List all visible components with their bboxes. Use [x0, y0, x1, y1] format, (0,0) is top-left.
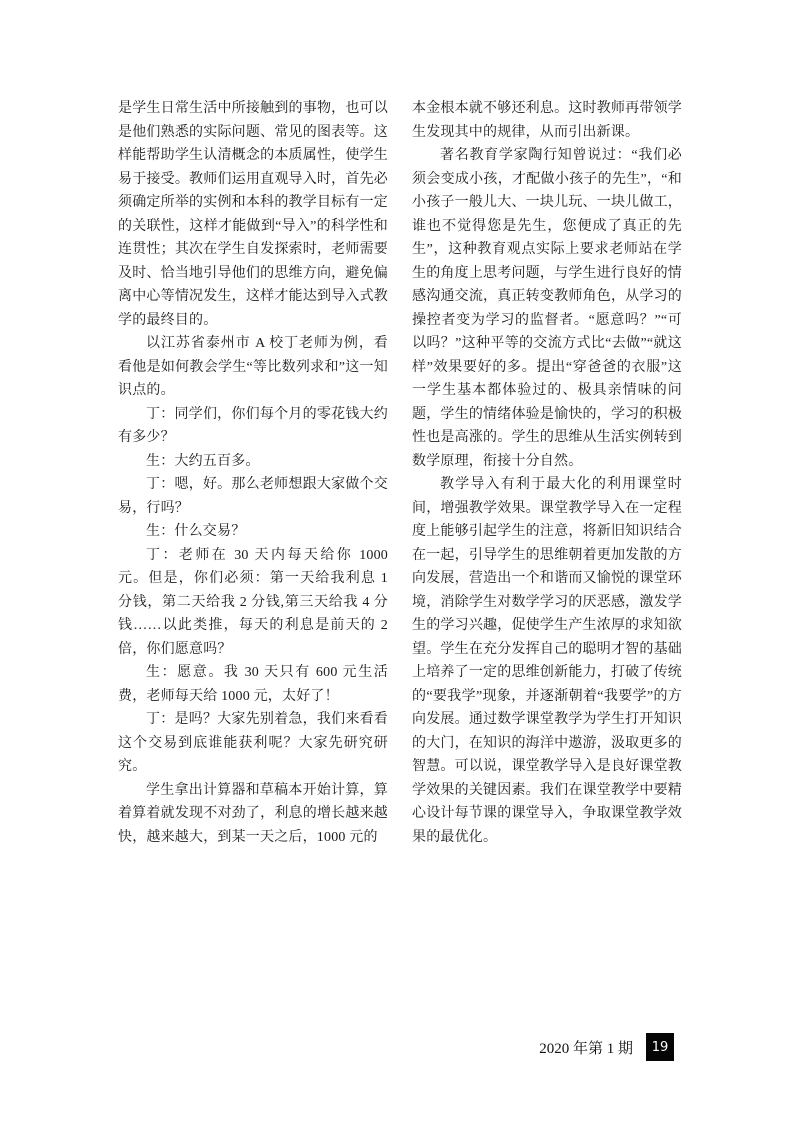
- paragraph: 丁：嗯，好。那么老师想跟大家做个交易，行吗？: [118, 477, 388, 516]
- paragraph: 丁：老师在 30 天内每天给你 1000 元。但是，你们必须：第一天给我利息 1 分钱，第二天给我 2 分钱,第三天给我 4 分钱……以此类推，每天的利息是前天的 2 倍，你们愿意吗？: [118, 547, 388, 657]
- right-column: [412, 97, 682, 849]
- paragraph: 丁：是吗？大家先别着急，我们来看看这个交易到底谁能获利呢？大家先研究研究。: [118, 712, 388, 774]
- paragraph: 生：大约五百多。: [146, 453, 260, 469]
- paragraph: 丁：同学们，你们每个月的零花钱大约有多少？: [118, 406, 388, 445]
- paragraph: 本金根本就不够还利息。这时教师再带领学生发现其中的规律，从而引出新课。: [412, 101, 682, 140]
- paragraph: 生：愿意。我 30 天只有 600 元生活费，老师每天给 1000 元，太好了！: [118, 665, 388, 704]
- left-column: [118, 97, 388, 849]
- paragraph: 著名教育学家陶行知曾说过：“我们必须会变成小孩，才配做小孩子的先生”，“和小孩子一般儿大、一块儿玩、一块儿做工，谁也不觉得您是先生，您便成了真正的先生”，这种教育观点实际上要求老师站在学生的角度上思考问题，与学生进行良好的情感沟通交流，真正转变教师角色，从学习的操控者变为学习的监督者。“愿意吗？”“可以吗？”这种平等的交流方式比“去做”“就这样”效果要好的多。提出“穿爸爸的衣服”这一学生基本都体验过的、极具亲情味的问题，学生的情绪体验是愉快的，学习的积极性也是高涨的。学生的思维从生活实例转到数学原理，衔接十分自然。: [412, 148, 682, 469]
- paragraph: 生：什么交易？: [146, 524, 246, 539]
- paragraph: 学生拿出计算器和草稿本开始计算，算着算着就发现不对劲了，利息的增长越来越快，越来越大，到某一天之后，1000 元的: [118, 782, 388, 845]
- paragraph: 以江苏省泰州市 A 校丁老师为例，看看他是如何教会学生“等比数列求和”这一知识点的。: [118, 336, 388, 398]
- page-number-badge: 19: [646, 1033, 674, 1061]
- paragraph: 是学生日常生活中所接触到的事物，也可以是他们熟悉的实际问题、常见的图表等。这样能帮助学生认清概念的本质属性，使学生易于接受。教师们运用直观导入时，首先必须确定所举的实例和本科的教学目标有一定的关联性，这样才能做到“导入”的科学性和连贯性；其次在学生自发探索时，老师需要及时、恰当地引导他们的思维方向，避免偏离中心等情况发生，这样才能达到导入式教学的最终目的。: [118, 101, 388, 328]
- paragraph: 教学导入有利于最大化的利用课堂时间，增强教学效果。课堂教学导入在一定程度上能够引起学生的注意，将新旧知识结合在一起，引导学生的思维朝着更加发散的方向发展，营造出一个和谐而又愉悦的课堂环境，消除学生对数学学习的厌恶感，激发学生的学习兴趣，促使学生产生浓厚的求知欲望。学生在充分发挥自己的聪明才智的基础上培养了一定的思维创新能力，打破了传统的“要我学”现象，并逐渐朝着“我要学”的方向发展。通过数学课堂教学为学生打开知识的大门，在知识的海洋中遨游，汲取更多的智慧。可以说，课堂教学导入是良好课堂教学效果的关键因素。我们在课堂教学中要精心设计每节课的课堂导入，争取课堂教学效果的最优化。: [412, 477, 682, 845]
- issue-label: 2020 年第 1 期: [539, 1040, 633, 1057]
- page-footer: [539, 1033, 674, 1061]
